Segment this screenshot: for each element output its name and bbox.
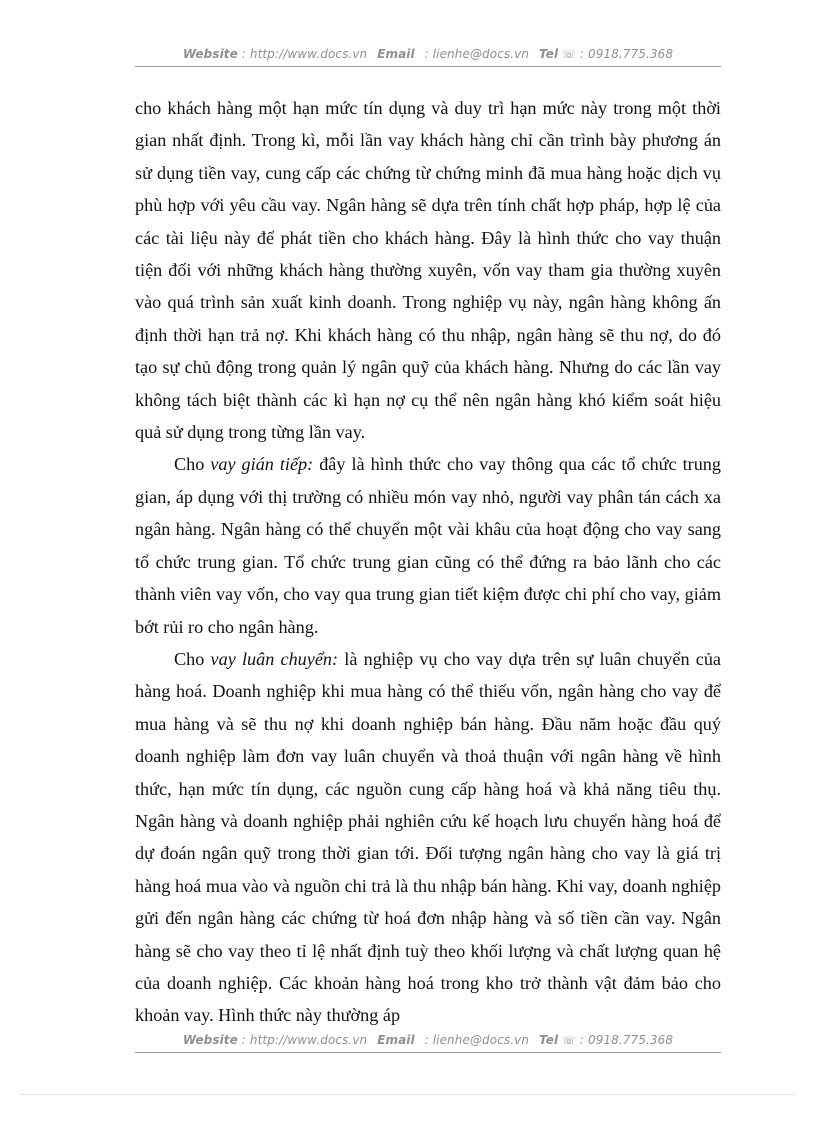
header-email-link[interactable]: : lienhe@docs.vn [424, 47, 530, 61]
footer-divider [135, 1052, 721, 1053]
footer-email-label: Email [377, 1033, 415, 1047]
document-body [135, 92, 721, 1032]
footer-website-link[interactable]: : http://www.docs.vn [241, 1033, 368, 1047]
header-website-link[interactable]: : http://www.docs.vn [241, 47, 368, 61]
phone-icon: ☏ [562, 48, 576, 61]
page-header [135, 47, 721, 61]
footer-website-label: Website [182, 1033, 238, 1047]
term-vay-gian-tiep: vay gián tiếp: [210, 454, 314, 475]
footer-tel-value: : 0918.775.368 [579, 1033, 674, 1047]
footer-email-link[interactable]: : lienhe@docs.vn [424, 1033, 530, 1047]
paragraph-3-lead: Cho [174, 648, 211, 669]
header-email-label: Email [377, 47, 415, 61]
footer-tel-label: Tel [539, 1033, 559, 1047]
header-website-label: Website [182, 47, 238, 61]
paragraph-3 [135, 643, 721, 1032]
paragraph-2-text: đây là hình thức cho vay thông qua các tổ chức trung gian, áp dụng với thị trường có nhiều món vay nhỏ, người vay phân tán cách xa ngân hàng. Ngân hàng có thể chuyển một vài khâu của hoạt động cho vay sang tổ chức trung gian. Tổ chức trung gian cũng có thể đứng ra bảo lãnh cho các thành viên vay vốn, cho vay qua trung gian tiết kiệm được chi phí cho vay, giảm bớt rủi ro cho ngân hàng. [135, 454, 721, 637]
paragraph-3-text: là nghiệp vụ cho vay dựa trên sự luân chuyển của hàng hoá. Doanh nghiệp khi mua hàng có thể thiếu vốn, ngân hàng cho vay để mua hàng và sẽ thu nợ khi doanh nghiệp bán hàng. Đầu năm hoặc đầu quý doanh nghiệp làm đơn vay luân chuyển và thoả thuận với ngân hàng về hình thức, hạn mức tín dụng, các nguồn cung cấp hàng hoá và khả năng tiêu thụ. Ngân hàng và doanh nghiệp phải nghiên cứu kế hoạch lưu chuyển hàng hoá để dự đoán ngân quỹ trong thời gian tới. Đối tượng ngân hàng cho vay là giá trị hàng hoá mua vào và nguồn chi trả là thu nhập bán hàng. Khi vay, doanh nghiệp gửi đến ngân hàng các chứng từ hoá đơn nhập hàng và số tiền cần vay. Ngân hàng sẽ cho vay theo tỉ lệ nhất định tuỳ theo khối lượng và chất lượng quan hệ của doanh nghiệp. Các khoản hàng hoá trong kho trở thành vật đảm bảo cho khoản vay. Hình thức này thường áp [135, 648, 721, 1026]
header-divider [135, 66, 721, 67]
page-footer [135, 1033, 721, 1047]
paragraph-1: cho khách hàng một hạn mức tín dụng và duy trì hạn mức này trong một thời gian nhất định. Trong kì, mỗi lần vay khách hàng chỉ cần trình bày phương án sử dụng tiền vay, cung cấp các chứng từ chứng minh đã mua hàng hoặc dịch vụ phù hợp với yêu cầu vay. Ngân hàng sẽ dựa trên tính chất hợp pháp, hợp lệ của các tài liệu này để phát tiền cho khách hàng. Đây là hình thức cho vay thuận tiện đối với những khách hàng thường xuyên, vốn vay tham gia thường xuyên vào quá trình sản xuất kinh doanh. Trong nghiệp vụ này, ngân hàng không ấn định thời hạn trả nợ. Khi khách hàng có thu nhập, ngân hàng sẽ thu nợ, do đó tạo sự chủ động trong quản lý ngân quỹ của khách hàng. Nhưng do các lần vay không tách biệt thành các kì hạn nợ cụ thể nên ngân hàng khó kiểm soát hiệu quả sử dụng trong từng lần vay. [135, 98, 721, 443]
paragraph-2-lead: Cho [174, 454, 211, 475]
header-tel-value: : 0918.775.368 [579, 47, 674, 61]
header-tel-label: Tel [539, 47, 559, 61]
paragraph-2 [135, 448, 721, 642]
page-edge-divider [20, 1094, 796, 1095]
term-vay-luan-chuyen: vay luân chuyển: [210, 648, 339, 669]
phone-icon: ☏ [562, 1034, 576, 1047]
